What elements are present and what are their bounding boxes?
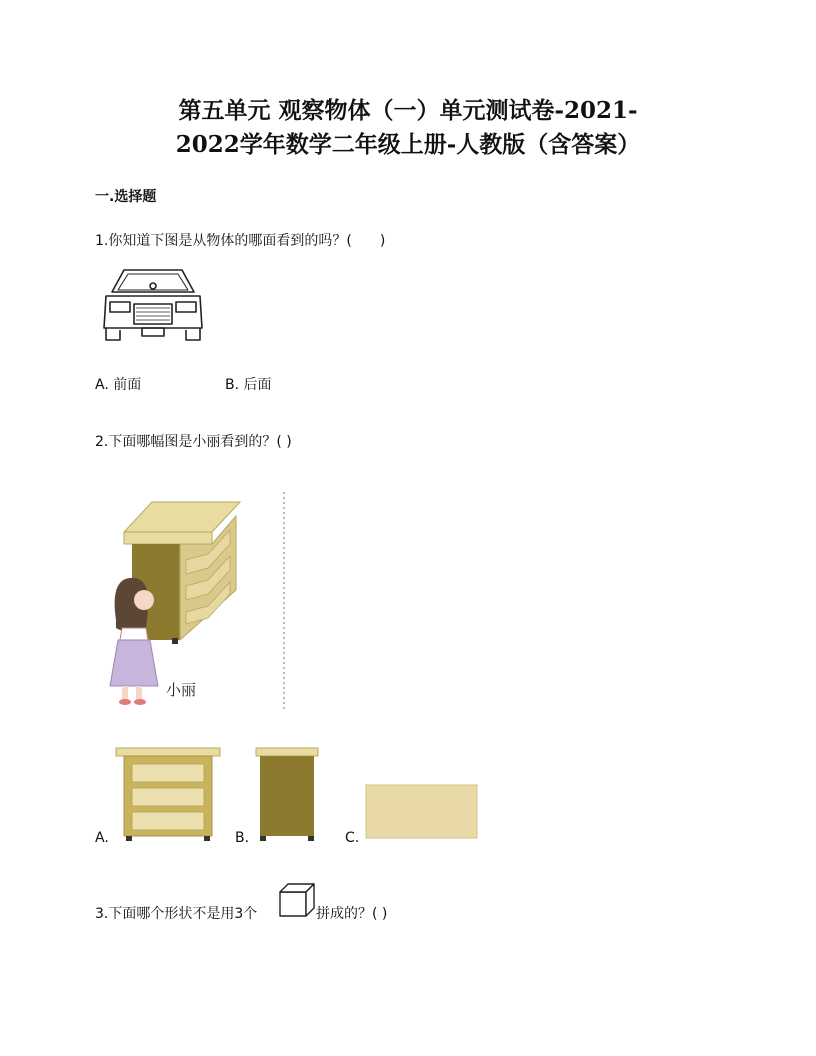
girl-looking-at-cabinet-icon <box>100 490 300 715</box>
cube-icon <box>278 882 316 918</box>
question-1-option-b[interactable]: B. 后面 <box>225 377 272 393</box>
section-heading: 一.选择题 <box>95 189 157 205</box>
question-2-option-a[interactable]: A. <box>95 830 109 846</box>
page-title-line-2: 2022学年数学二年级上册-人教版（含答案） <box>175 131 641 158</box>
girl-name-label: 小丽 <box>166 681 197 699</box>
question-3-text-before: 3.下面哪个形状不是用3个 <box>95 906 258 922</box>
question-2-text: 2.下面哪幅图是小丽看到的？( ) <box>95 434 292 450</box>
page-title-line-1: 第五单元 观察物体（一）单元测试卷-2021- <box>178 97 638 124</box>
cabinet-front-view-icon[interactable] <box>116 746 220 842</box>
car-front-view-icon <box>102 262 204 344</box>
cabinet-top-view-icon[interactable] <box>366 785 477 838</box>
question-2-option-b[interactable]: B. <box>235 830 250 846</box>
question-1-option-a[interactable]: A. 前面 <box>95 377 142 393</box>
question-2-option-c[interactable]: C. <box>345 830 360 846</box>
cabinet-side-view-icon[interactable] <box>256 746 318 842</box>
question-1-text: 1.你知道下图是从物体的哪面看到的吗？( ) <box>95 233 386 249</box>
question-3-text-after: 拼成的？( ) <box>316 906 388 922</box>
